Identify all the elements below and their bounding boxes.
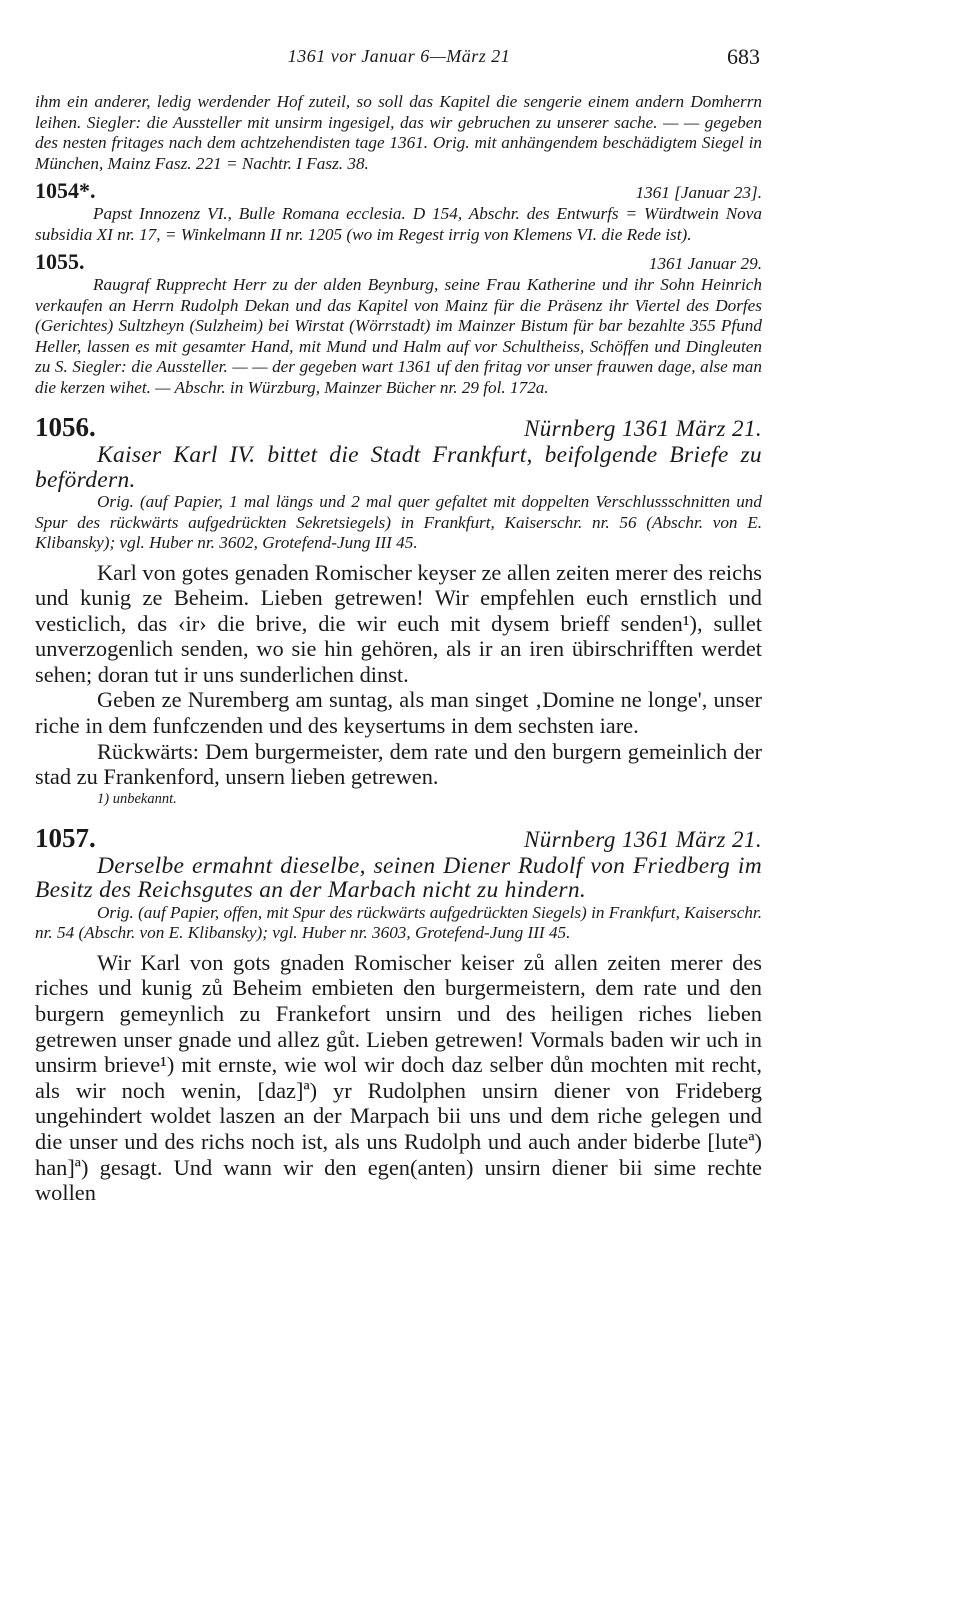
document-text: Wir Karl von gots gnaden Romischer keiser zů allen zeiten merer des riches und kunig zů Beheim embieten den burgermeistern, dem rate und den burgern gemeynlich zu Frankefort unsirn und des heiligen riches lieben getrewen unser gnade und allez gůt. Lieben getrewen! Vormals baden wir uch in unsirm brieve¹) mit ernste, wie wol wir doch daz selber důn mochten mit recht, als wir noch wenin, [daz]ª) yr Rudolphen unsirn diener von Frideberg ungehindert woldet laszen an der Marpach bii uns und dem riche gelegen und die unser und des richs noch ist, als uns Rudolph und auch ander biderbe [luteª) han]ª) gesagt. Und wann wir den egen(anten) unsirn diener bii sime rechte wollen [35, 949, 762, 1206]
entry-source-note: Orig. (auf Papier, 1 mal längs und 2 mal quer gefaltet mit doppelten Verschlussschnitten und Spur des rückwärts aufgedrückten Sekretsiegels) in Frankfurt, Kaiserschr. nr. 56 (Abschr. von E. Klibansky); vgl. Huber nr. 3602, Grotefend-Jung III 45. [35, 492, 762, 552]
entry-subject: Kaiser Karl IV. bittet die Stadt Frankfurt, beifolgende Briefe zu befördern. [35, 442, 762, 493]
document-text: Geben ze Nuremberg am suntag, als man singet ‚Domine ne longe', unser riche in dem funfczenden und des keysertums in dem sechsten iare. [35, 687, 762, 739]
footnote: 1) unbekannt. [97, 790, 177, 807]
entry-date: 1361 [Januar 23]. [635, 183, 762, 202]
entry-regest: Papst Innozenz VI., Bulle Romana ecclesia. D 154, Abschr. des Entwurfs = Würdtwein Nova subsidia XI nr. 17, = Winkelmann II nr. 1205 (wo im Regest irrig von Klemens VI. die Rede ist). [35, 204, 762, 244]
entry-number: 1057. [35, 822, 96, 853]
entry-heading-1054 [35, 178, 762, 204]
entry-regest: Raugraf Rupprecht Herr zu der alden Beynburg, seine Frau Katherine und ihr Sohn Heinrich verkaufen an Herrn Rudolph Dekan und das Kapitel von Mainz für die Präsenz ihr Viertel des Dorfes (Gerichtes) Sultzheyn (Sulzheim) bei Wirstat (Wörrstadt) im Mainzer Bistum für bar bezahlte 355 Pfund Heller, lassen es mit gesamter Hand, mit Mund und Halm auf vor Schultheiss, Schöffen und Dingleuten zu S. Siegler: die Aussteller. — — der gegeben wart 1361 uf den fritag vor unser frauwen dage, alse man die kerzen wihet. — Abschr. in Würzburg, Mainzer Bücher nr. 29 fol. 172a. [35, 275, 762, 397]
entry-heading-1055 [35, 249, 762, 275]
carryover-paragraph: ihm ein anderer, ledig werdender Hof zuteil, so soll das Kapitel die sengerie einem andern Domherrn leihen. Siegler: die Aussteller mit unsirm ingesigel, das wir gebruchen zu unserer sache. — — gegeben des nesten fritages nach dem achtzehendisten tage 1361. Orig. mit anhängendem beschädigtem Siegel in München, Mainz Fasz. 221 = Nachtr. I Fasz. 38. [35, 92, 762, 173]
entry-number: 1054*. [35, 178, 96, 203]
page-number: 683 [727, 44, 760, 69]
entry-subject: Derselbe ermahnt dieselbe, seinen Diener Rudolf von Friedberg im Besitz des Reichsgutes an der Marbach nicht zu hindern. [35, 852, 762, 904]
entry-date: Nürnberg 1361 März 21. [524, 416, 762, 441]
entry-heading-1057 [35, 823, 762, 854]
document-text: Rückwärts: Dem burgermeister, dem rate und den burgern gemeinlich der stad zu Frankenford, unsern lieben getrewen. [35, 738, 762, 790]
entry-heading-1056 [35, 412, 762, 443]
entry-date: Nürnberg 1361 März 21. [524, 826, 762, 852]
running-head [38, 44, 760, 74]
entry-date: 1361 Januar 29. [648, 254, 762, 273]
entry-number: 1056. [35, 412, 96, 442]
entry-source-note: Orig. (auf Papier, offen, mit Spur des rückwärts aufgedrückten Siegels) in Frankfurt, Kaiserschr. nr. 54 (Abschr. von E. Klibansky); vgl. Huber nr. 3603, Grotefend-Jung III 45. [35, 902, 762, 943]
document-text: Karl von gotes genaden Romischer keyser ze allen zeiten merer des reichs und kunig ze Beheim. Lieben getrewen! Wir empfehlen euch ernstlich und vesticlich, das ‹ir› die brive, die wir euch mit dysem brieff senden¹), sullet unverzogenlich senden, wo sie hin gehören, als ir an iren übirschrifften werdet sehen; doran tut ir uns sunderlichen dinst. [35, 559, 762, 687]
running-head-title: 1361 vor Januar 6—März 21 [287, 46, 511, 66]
page-body [35, 92, 762, 1206]
entry-number: 1055. [35, 249, 85, 274]
